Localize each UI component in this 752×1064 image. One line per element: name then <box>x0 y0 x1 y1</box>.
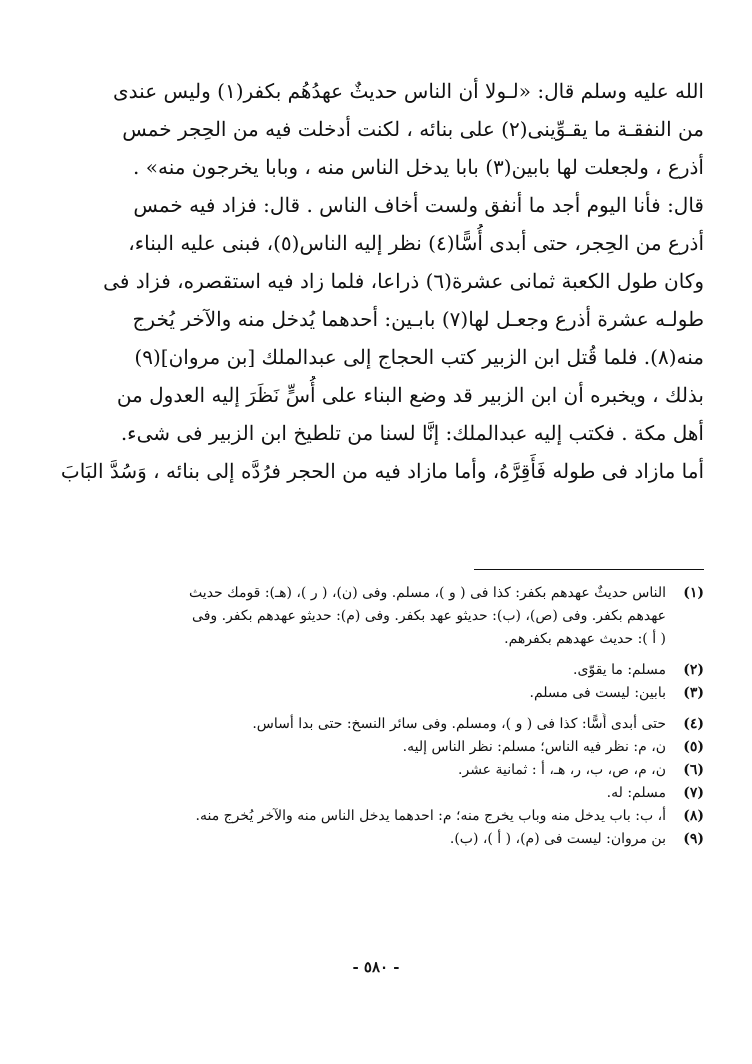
footnote-number: (١) <box>683 585 704 601</box>
footnote-line: أ، ب: باب يدخل منه وباب يخرج منه؛ م: احدهما يدخل الناس منه والآخر يُخرج منه. <box>195 808 666 824</box>
footnote-5 <box>36 736 704 759</box>
footnote-text <box>36 582 666 651</box>
footnote-text <box>36 782 666 805</box>
footnote-line: ن، م: نظر فيه الناس؛ مسلم: نظر الناس إليه. <box>402 739 666 755</box>
footnote-number: (٦) <box>683 762 704 778</box>
footnote-9 <box>36 828 704 851</box>
footnote-text <box>36 759 666 782</box>
footnote-8 <box>36 805 704 828</box>
text-line: أذرع ، ولجعلت لها بابين(٣) بابا يدخل الناس منه ، وبابا يخرجون منه» . <box>133 155 704 179</box>
text-line: أذرع من الحِجر، حتى أبدى أُسًّا(٤) نظر إليه الناس(٥)، فبنى عليه البناء، <box>128 231 704 255</box>
main-text <box>36 72 704 490</box>
footnote-number: (٤) <box>683 716 704 732</box>
footnote-number: (٨) <box>683 808 704 824</box>
footnote-text <box>36 736 666 759</box>
footnote-line: حتى أبدى أُسًّا: كذا فى ( و )، ومسلم. وفى سائر النسخ: حتى بدا أساس. <box>252 716 666 732</box>
footnote-number: (٣) <box>683 685 704 701</box>
footnote-line: بابين: ليست فى مسلم. <box>529 685 666 701</box>
footnote-3 <box>36 682 704 705</box>
footnote-line: عهدهم بكفر. وفى (ص)، (ب): حديثو عهد بكفر. وفى (م): حديثو عهدهم بكفر. وفى <box>192 608 666 624</box>
footnote-line: بن مروان: ليست فى (م)، ( أ )، (ب). <box>449 831 666 847</box>
text-line: قال: فأنا اليوم أجد ما أنفق ولست أخاف الناس . قال: فزاد فيه خمس <box>133 193 704 217</box>
footnote-number: (٧) <box>683 785 704 801</box>
text-line: بذلك ، ويخبره أن ابن الزبير قد وضع البناء على أُسٍّ نَظَرَ إليه العدول من <box>116 383 704 407</box>
footnote-2 <box>36 659 704 682</box>
footnote-number: (٩) <box>683 831 704 847</box>
footnote-text <box>36 828 666 851</box>
footnote-line: مسلم: ما يقوّى. <box>573 662 666 678</box>
text-line: طولـه عشرة أذرع وجعـل لها(٧) بابـين: أحدهما يُدخل منه والآخر يُخرج <box>132 307 704 331</box>
footnote-4 <box>36 713 704 736</box>
page-number: - ٥٨٠ - <box>352 958 400 976</box>
footnote-text <box>36 659 666 682</box>
footnote-line: مسلم: له. <box>606 785 666 801</box>
footnote-text <box>36 713 666 736</box>
text-line: الله عليه وسلم قال: «لـولا أن الناس حديثٌ عهدُهُم بكفر(١) وليس عندى <box>113 79 704 103</box>
footnote-number: (٢) <box>683 662 704 678</box>
footnote-divider <box>474 569 704 570</box>
text-line: أما مازاد فى طوله فَأَقِرَّهُ، وأما مازاد فيه من الحجر فرُدَّه إلى بنائه ، وَسُدَّ البَابَ <box>60 459 704 483</box>
footnotes <box>36 582 704 851</box>
footnote-text <box>36 805 666 828</box>
footnote-number: (٥) <box>683 739 704 755</box>
text-line: أهل مكة . فكتب إليه عبدالملك: إنَّا لسنا من تلطيخ ابن الزبير فى شىء. <box>120 421 704 445</box>
footnote-text <box>36 682 666 705</box>
text-line: من النفقـة ما يقـوِّينى(٢) على بنائه ، لكنت أدخلت فيه من الحِجر خمس <box>122 117 704 141</box>
text-line: وكان طول الكعبة ثمانى عشرة(٦) ذراعا، فلما زاد فيه استقصره، فزاد فى <box>103 269 704 293</box>
footnote-6 <box>36 759 704 782</box>
footnote-1 <box>36 582 704 651</box>
footnote-7 <box>36 782 704 805</box>
footnote-line: ( أ ): حديث عهدهم بكفرهم. <box>504 631 666 647</box>
footnote-line: ن، م، ص، ب، ر، هـ، أ : ثمانية عشر. <box>458 762 666 778</box>
text-line: منه(٨). فلما قُتل ابن الزبير كتب الحجاج إلى عبدالملك [بن مروان](٩) <box>134 345 704 369</box>
footnote-line: الناس حديثٌ عهدهم بكفر: كذا فى ( و )، مسلم. وفى (ن)، ( ر )، (هـ): قومك حديث <box>189 585 666 601</box>
